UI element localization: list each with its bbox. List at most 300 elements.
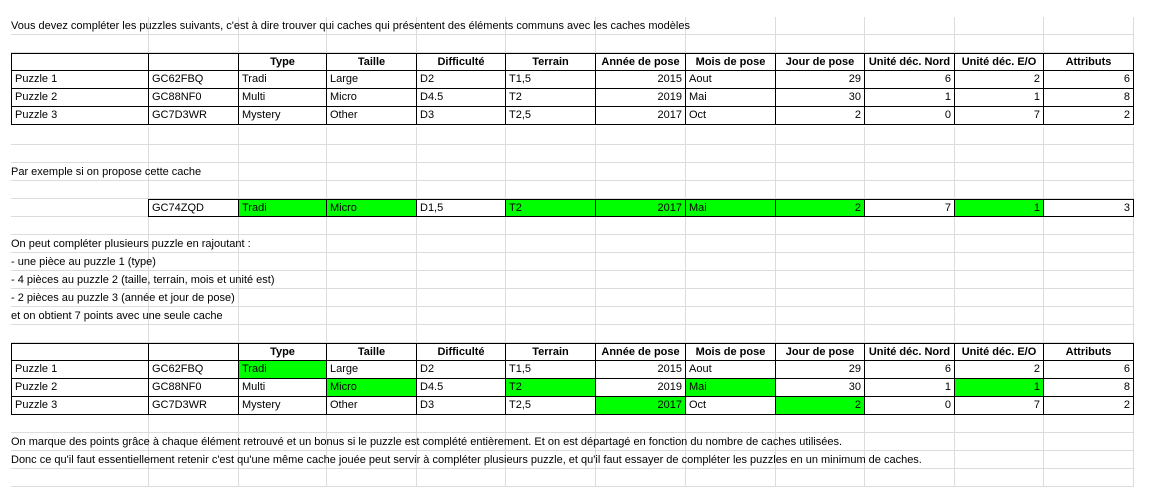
empty-cell[interactable] bbox=[11, 145, 149, 163]
empty-cell[interactable] bbox=[864, 17, 955, 35]
column-header-month[interactable]: Mois de pose bbox=[685, 343, 776, 361]
empty-cell[interactable] bbox=[775, 235, 865, 253]
cell-east-west[interactable]: 1 bbox=[954, 89, 1044, 107]
empty-cell[interactable] bbox=[416, 145, 506, 163]
cell-month[interactable]: Mai bbox=[685, 379, 776, 397]
cell-north[interactable]: 6 bbox=[864, 361, 955, 379]
empty-cell[interactable] bbox=[326, 307, 417, 325]
sheet-row bbox=[0, 415, 1150, 433]
column-header-day[interactable]: Jour de pose bbox=[775, 343, 865, 361]
empty-cell[interactable] bbox=[416, 163, 506, 181]
empty-cell[interactable] bbox=[595, 127, 686, 145]
empty-cell[interactable] bbox=[1043, 235, 1134, 253]
empty-cell[interactable] bbox=[775, 415, 865, 433]
empty-cell[interactable] bbox=[775, 325, 865, 343]
empty-cell[interactable] bbox=[864, 415, 955, 433]
empty-cell[interactable] bbox=[954, 271, 1044, 289]
empty-cell[interactable] bbox=[864, 217, 955, 235]
empty-cell[interactable] bbox=[595, 217, 686, 235]
column-header-east-west[interactable]: Unité déc. E/O bbox=[954, 53, 1044, 71]
empty-cell[interactable] bbox=[326, 217, 417, 235]
empty-cell[interactable] bbox=[954, 469, 1044, 487]
sheet-row bbox=[0, 53, 1150, 71]
sheet-row bbox=[0, 181, 1150, 199]
empty-cell[interactable] bbox=[326, 235, 417, 253]
cell-attributes[interactable]: 2 bbox=[1043, 397, 1134, 415]
cell-type[interactable]: Tradi bbox=[238, 361, 327, 379]
empty-cell[interactable] bbox=[1043, 217, 1134, 235]
cell-difficulty[interactable]: D4.5 bbox=[416, 379, 506, 397]
empty-cell[interactable] bbox=[505, 271, 596, 289]
empty-cell[interactable] bbox=[238, 145, 327, 163]
cell-code[interactable]: GC88NF0 bbox=[148, 379, 239, 397]
empty-cell[interactable] bbox=[326, 35, 417, 53]
cell-east-west[interactable]: 7 bbox=[954, 107, 1044, 125]
cell-month[interactable]: Aout bbox=[685, 361, 776, 379]
sheet-row bbox=[0, 145, 1150, 163]
empty-cell[interactable] bbox=[416, 35, 506, 53]
empty-cell[interactable] bbox=[416, 469, 506, 487]
sheet-row bbox=[0, 127, 1150, 145]
cell-day[interactable]: 30 bbox=[775, 379, 865, 397]
sheet-row bbox=[0, 89, 1150, 107]
empty-cell[interactable] bbox=[954, 17, 1044, 35]
empty-cell[interactable] bbox=[11, 469, 149, 487]
empty-cell[interactable] bbox=[595, 271, 686, 289]
example-attributes[interactable]: 3 bbox=[1043, 199, 1134, 217]
empty-cell[interactable] bbox=[505, 145, 596, 163]
cell-type[interactable]: Multi bbox=[238, 89, 327, 107]
empty-cell[interactable] bbox=[1043, 307, 1134, 325]
empty-cell[interactable] bbox=[416, 181, 506, 199]
empty-cell[interactable] bbox=[685, 325, 776, 343]
empty-cell[interactable] bbox=[326, 469, 417, 487]
empty-cell[interactable] bbox=[1043, 325, 1134, 343]
cell-terrain[interactable]: T2,5 bbox=[505, 397, 596, 415]
cell-type[interactable]: Mystery bbox=[238, 397, 327, 415]
cell-code[interactable]: GC62FBQ bbox=[148, 71, 239, 89]
column-header-code[interactable] bbox=[148, 343, 239, 361]
empty-cell[interactable] bbox=[864, 163, 955, 181]
cell-difficulty[interactable]: D2 bbox=[416, 71, 506, 89]
empty-cell[interactable] bbox=[148, 181, 239, 199]
example-year[interactable]: 2017 bbox=[595, 199, 686, 217]
column-header-terrain[interactable]: Terrain bbox=[505, 343, 596, 361]
empty-cell[interactable] bbox=[685, 235, 776, 253]
empty-cell[interactable] bbox=[238, 181, 327, 199]
cell-east-west[interactable]: 2 bbox=[954, 361, 1044, 379]
cell-month[interactable]: Mai bbox=[685, 89, 776, 107]
empty-cell[interactable] bbox=[954, 235, 1044, 253]
cell-code[interactable]: GC7D3WR bbox=[148, 107, 239, 125]
cell-size[interactable]: Micro bbox=[326, 89, 417, 107]
empty-cell[interactable] bbox=[505, 181, 596, 199]
empty-cell[interactable] bbox=[685, 289, 776, 307]
empty-cell[interactable] bbox=[1043, 17, 1134, 35]
column-header-month[interactable]: Mois de pose bbox=[685, 53, 776, 71]
column-header-size[interactable]: Taille bbox=[326, 53, 417, 71]
column-header-code[interactable] bbox=[148, 53, 239, 71]
cell-month[interactable]: Oct bbox=[685, 107, 776, 125]
empty-cell[interactable] bbox=[1043, 35, 1134, 53]
empty-cell[interactable] bbox=[685, 469, 776, 487]
example-day[interactable]: 2 bbox=[775, 199, 865, 217]
cell-puzzle[interactable]: Puzzle 2 bbox=[11, 379, 149, 397]
empty-cell[interactable] bbox=[326, 163, 417, 181]
empty-cell[interactable] bbox=[595, 163, 686, 181]
empty-cell[interactable] bbox=[595, 415, 686, 433]
empty-cell[interactable] bbox=[1043, 451, 1134, 469]
column-header-year[interactable]: Année de pose bbox=[595, 53, 686, 71]
empty-cell[interactable] bbox=[238, 35, 327, 53]
cell-code[interactable]: GC62FBQ bbox=[148, 361, 239, 379]
cell-type[interactable]: Mystery bbox=[238, 107, 327, 125]
empty-cell[interactable] bbox=[505, 235, 596, 253]
empty-cell[interactable] bbox=[685, 217, 776, 235]
cell-puzzle[interactable]: Puzzle 1 bbox=[11, 71, 149, 89]
empty-cell[interactable] bbox=[775, 145, 865, 163]
explanation-line: - 4 pièces au puzzle 2 (taille, terrain, mois et unité est) bbox=[11, 274, 275, 286]
cell-difficulty[interactable]: D3 bbox=[416, 107, 506, 125]
empty-cell[interactable] bbox=[775, 307, 865, 325]
empty-cell[interactable] bbox=[685, 145, 776, 163]
empty-cell[interactable] bbox=[416, 235, 506, 253]
empty-cell[interactable] bbox=[326, 253, 417, 271]
column-header-difficulty[interactable]: Difficulté bbox=[416, 343, 506, 361]
empty-cell[interactable] bbox=[238, 253, 327, 271]
empty-cell[interactable] bbox=[11, 325, 149, 343]
sheet-row bbox=[0, 325, 1150, 343]
empty-cell[interactable] bbox=[864, 289, 955, 307]
column-header-east-west[interactable]: Unité déc. E/O bbox=[954, 343, 1044, 361]
empty-cell[interactable] bbox=[416, 289, 506, 307]
column-header-north[interactable]: Unité déc. Nord bbox=[864, 343, 955, 361]
sheet-row bbox=[0, 361, 1150, 379]
cell-terrain[interactable]: T2 bbox=[505, 379, 596, 397]
empty-cell[interactable] bbox=[238, 325, 327, 343]
empty-cell[interactable] bbox=[505, 469, 596, 487]
cell-puzzle[interactable]: Puzzle 3 bbox=[11, 397, 149, 415]
cell-east-west[interactable]: 1 bbox=[954, 379, 1044, 397]
sheet-row bbox=[0, 217, 1150, 235]
cell-size[interactable]: Large bbox=[326, 71, 417, 89]
cell-puzzle[interactable]: Puzzle 3 bbox=[11, 107, 149, 125]
empty-cell[interactable] bbox=[775, 289, 865, 307]
cell-type[interactable]: Multi bbox=[238, 379, 327, 397]
empty-cell[interactable] bbox=[148, 253, 239, 271]
cell-attributes[interactable]: 8 bbox=[1043, 89, 1134, 107]
column-header-year[interactable]: Année de pose bbox=[595, 343, 686, 361]
example-north[interactable]: 7 bbox=[864, 199, 955, 217]
empty-cell[interactable] bbox=[505, 217, 596, 235]
empty-cell[interactable] bbox=[148, 325, 239, 343]
empty-cell[interactable] bbox=[864, 433, 955, 451]
empty-cell[interactable] bbox=[595, 289, 686, 307]
empty-cell[interactable] bbox=[595, 325, 686, 343]
cell-year[interactable]: 2017 bbox=[595, 107, 686, 125]
empty-cell[interactable] bbox=[1043, 181, 1134, 199]
column-header-size[interactable]: Taille bbox=[326, 343, 417, 361]
explanation-line: - 2 pièces au puzzle 3 (année et jour de pose) bbox=[11, 292, 235, 304]
empty-cell[interactable] bbox=[954, 127, 1044, 145]
explanation-line: - une pièce au puzzle 1 (type) bbox=[11, 256, 156, 268]
empty-cell[interactable] bbox=[775, 181, 865, 199]
empty-cell[interactable] bbox=[148, 415, 239, 433]
cell-day[interactable]: 29 bbox=[775, 361, 865, 379]
cell-puzzle[interactable]: Puzzle 1 bbox=[11, 361, 149, 379]
cell-terrain[interactable]: T1,5 bbox=[505, 361, 596, 379]
column-header-attributes[interactable]: Attributs bbox=[1043, 53, 1134, 71]
empty-cell[interactable] bbox=[148, 469, 239, 487]
empty-cell[interactable] bbox=[1043, 271, 1134, 289]
cell-day[interactable]: 2 bbox=[775, 397, 865, 415]
cell-year[interactable]: 2019 bbox=[595, 89, 686, 107]
cell-day[interactable]: 2 bbox=[775, 107, 865, 125]
empty-cell[interactable] bbox=[505, 127, 596, 145]
empty-cell[interactable] bbox=[1043, 415, 1134, 433]
cell-terrain[interactable]: T2,5 bbox=[505, 107, 596, 125]
column-header-difficulty[interactable]: Difficulté bbox=[416, 53, 506, 71]
example-month[interactable]: Mai bbox=[685, 199, 776, 217]
column-header-terrain[interactable]: Terrain bbox=[505, 53, 596, 71]
cell-terrain[interactable]: T1,5 bbox=[505, 71, 596, 89]
empty-cell[interactable] bbox=[954, 307, 1044, 325]
cell-code[interactable]: GC88NF0 bbox=[148, 89, 239, 107]
cell-day[interactable]: 29 bbox=[775, 71, 865, 89]
empty-cell[interactable] bbox=[505, 289, 596, 307]
empty-cell[interactable] bbox=[238, 415, 327, 433]
empty-cell[interactable] bbox=[864, 307, 955, 325]
cell-difficulty[interactable]: D3 bbox=[416, 397, 506, 415]
empty-cell[interactable] bbox=[775, 163, 865, 181]
empty-cell[interactable] bbox=[954, 35, 1044, 53]
empty-cell[interactable] bbox=[954, 451, 1044, 469]
empty-cell[interactable] bbox=[505, 325, 596, 343]
column-header-north[interactable]: Unité déc. Nord bbox=[864, 53, 955, 71]
empty-cell[interactable] bbox=[505, 35, 596, 53]
empty-cell[interactable] bbox=[775, 127, 865, 145]
empty-cell[interactable] bbox=[685, 35, 776, 53]
empty-cell[interactable] bbox=[954, 217, 1044, 235]
empty-cell[interactable] bbox=[11, 415, 149, 433]
empty-cell[interactable] bbox=[238, 217, 327, 235]
empty-cell[interactable] bbox=[864, 325, 955, 343]
empty-cell[interactable] bbox=[864, 235, 955, 253]
empty-cell[interactable] bbox=[1043, 145, 1134, 163]
empty-cell[interactable] bbox=[238, 127, 327, 145]
empty-cell[interactable] bbox=[148, 35, 239, 53]
empty-cell[interactable] bbox=[11, 217, 149, 235]
cell-north[interactable]: 0 bbox=[864, 397, 955, 415]
empty-cell[interactable] bbox=[148, 127, 239, 145]
empty-cell[interactable] bbox=[954, 163, 1044, 181]
cell-attributes[interactable]: 8 bbox=[1043, 379, 1134, 397]
empty-cell[interactable] bbox=[595, 35, 686, 53]
example-east-west[interactable]: 1 bbox=[954, 199, 1044, 217]
empty-cell[interactable] bbox=[505, 253, 596, 271]
empty-cell[interactable] bbox=[1043, 163, 1134, 181]
empty-cell[interactable] bbox=[595, 235, 686, 253]
empty-cell[interactable] bbox=[505, 415, 596, 433]
empty-cell[interactable] bbox=[595, 307, 686, 325]
empty-cell[interactable] bbox=[148, 145, 239, 163]
empty-cell[interactable] bbox=[685, 253, 776, 271]
empty-cell[interactable] bbox=[326, 325, 417, 343]
column-header-puzzle[interactable] bbox=[11, 53, 149, 71]
empty-cell[interactable] bbox=[416, 415, 506, 433]
cell-size[interactable]: Other bbox=[326, 397, 417, 415]
empty-cell[interactable] bbox=[595, 469, 686, 487]
sheet-row bbox=[0, 35, 1150, 53]
empty-cell[interactable] bbox=[416, 253, 506, 271]
sheet-row bbox=[0, 397, 1150, 415]
empty-cell[interactable] bbox=[416, 271, 506, 289]
sheet-row bbox=[0, 469, 1150, 487]
cell-east-west[interactable]: 7 bbox=[954, 397, 1044, 415]
cell-month[interactable]: Aout bbox=[685, 71, 776, 89]
empty-cell[interactable] bbox=[238, 235, 327, 253]
empty-cell[interactable] bbox=[685, 163, 776, 181]
explanation-line: et on obtient 7 points avec une seule cache bbox=[11, 310, 223, 322]
empty-cell[interactable] bbox=[864, 35, 955, 53]
cell-code[interactable]: GC7D3WR bbox=[148, 397, 239, 415]
sheet-row bbox=[0, 199, 1150, 217]
cell-day[interactable]: 30 bbox=[775, 89, 865, 107]
empty-cell[interactable] bbox=[238, 469, 327, 487]
cell-year[interactable]: 2017 bbox=[595, 397, 686, 415]
example-size[interactable]: Micro bbox=[326, 199, 417, 217]
empty-cell[interactable] bbox=[326, 415, 417, 433]
empty-cell[interactable] bbox=[11, 181, 149, 199]
sheet-row bbox=[0, 253, 1150, 271]
footer-line: On marque des points grâce à chaque élément retrouvé et un bonus si le puzzle est complété entièrement. Et on est départagé en fonction du nombre de caches utilisées. bbox=[11, 436, 842, 448]
cell-north[interactable]: 0 bbox=[864, 107, 955, 125]
empty-cell[interactable] bbox=[775, 35, 865, 53]
empty-cell[interactable] bbox=[148, 217, 239, 235]
empty-cell[interactable] bbox=[238, 163, 327, 181]
empty-cell[interactable] bbox=[326, 145, 417, 163]
column-header-attributes[interactable]: Attributs bbox=[1043, 343, 1134, 361]
empty-cell[interactable] bbox=[11, 127, 149, 145]
empty-cell[interactable] bbox=[595, 253, 686, 271]
empty-cell[interactable] bbox=[1043, 253, 1134, 271]
column-header-type[interactable]: Type bbox=[238, 343, 327, 361]
empty-cell[interactable] bbox=[685, 181, 776, 199]
empty-cell[interactable] bbox=[11, 35, 149, 53]
empty-cell[interactable] bbox=[416, 307, 506, 325]
empty-cell[interactable] bbox=[864, 253, 955, 271]
empty-cell[interactable] bbox=[685, 307, 776, 325]
sheet-row bbox=[0, 379, 1150, 397]
empty-cell[interactable] bbox=[238, 307, 327, 325]
example-difficulty[interactable]: D1,5 bbox=[416, 199, 506, 217]
cell-size[interactable]: Other bbox=[326, 107, 417, 125]
empty-cell[interactable] bbox=[685, 17, 776, 35]
example-code[interactable]: GC74ZQD bbox=[148, 199, 239, 217]
column-header-puzzle[interactable] bbox=[11, 343, 149, 361]
empty-cell[interactable] bbox=[864, 145, 955, 163]
cell-year[interactable]: 2015 bbox=[595, 361, 686, 379]
empty-cell[interactable] bbox=[775, 17, 865, 35]
empty-cell[interactable] bbox=[1043, 469, 1134, 487]
cell-year[interactable]: 2019 bbox=[595, 379, 686, 397]
empty-cell[interactable] bbox=[954, 433, 1044, 451]
cell-difficulty[interactable]: D4.5 bbox=[416, 89, 506, 107]
cell-type[interactable]: Tradi bbox=[238, 71, 327, 89]
empty-cell[interactable] bbox=[954, 289, 1044, 307]
footer-line: Donc ce qu'il faut essentiellement retenir c'est qu'une même cache jouée peut servir à compléter plusieurs puzzle, et qu'il faut essayer de compléter les puzzles en un minimum de caches. bbox=[11, 454, 922, 466]
empty-cell[interactable] bbox=[238, 289, 327, 307]
empty-cell[interactable] bbox=[864, 181, 955, 199]
cell-north[interactable]: 6 bbox=[864, 71, 955, 89]
cell-north[interactable]: 1 bbox=[864, 89, 955, 107]
empty-cell[interactable] bbox=[685, 415, 776, 433]
sheet-row bbox=[0, 107, 1150, 125]
empty-cell[interactable] bbox=[954, 325, 1044, 343]
explanation-line: On peut compléter plusieurs puzzle en rajoutant : bbox=[11, 238, 251, 250]
empty-cell[interactable] bbox=[326, 127, 417, 145]
cell-puzzle[interactable]: Puzzle 2 bbox=[11, 89, 149, 107]
example-terrain[interactable]: T2 bbox=[505, 199, 596, 217]
empty-cell[interactable] bbox=[954, 181, 1044, 199]
empty-cell[interactable] bbox=[954, 145, 1044, 163]
cell-attributes[interactable]: 6 bbox=[1043, 71, 1134, 89]
empty-cell[interactable] bbox=[326, 181, 417, 199]
empty-cell[interactable] bbox=[864, 469, 955, 487]
empty-cell[interactable] bbox=[775, 469, 865, 487]
empty-cell[interactable] bbox=[954, 415, 1044, 433]
sheet-row bbox=[0, 343, 1150, 361]
empty-cell[interactable] bbox=[1043, 127, 1134, 145]
sheet-row bbox=[0, 71, 1150, 89]
empty-cell[interactable] bbox=[505, 307, 596, 325]
empty-cell[interactable] bbox=[775, 217, 865, 235]
empty-cell[interactable] bbox=[416, 325, 506, 343]
cell-north[interactable]: 1 bbox=[864, 379, 955, 397]
empty-cell[interactable] bbox=[1043, 433, 1134, 451]
empty-cell[interactable] bbox=[326, 289, 417, 307]
empty-cell[interactable] bbox=[326, 271, 417, 289]
cell-difficulty[interactable]: D2 bbox=[416, 361, 506, 379]
empty-cell[interactable] bbox=[864, 127, 955, 145]
empty-cell[interactable] bbox=[685, 127, 776, 145]
empty-cell[interactable] bbox=[685, 271, 776, 289]
empty-cell[interactable] bbox=[416, 217, 506, 235]
intro-text: Vous devez compléter les puzzles suivants, c'est à dire trouver qui caches qui présentent des éléments communs avec les caches modèles bbox=[11, 20, 690, 32]
column-header-day[interactable]: Jour de pose bbox=[775, 53, 865, 71]
example-type[interactable]: Tradi bbox=[238, 199, 327, 217]
cell-size[interactable]: Large bbox=[326, 361, 417, 379]
empty-cell[interactable] bbox=[864, 271, 955, 289]
empty-cell[interactable] bbox=[416, 127, 506, 145]
cell-year[interactable]: 2015 bbox=[595, 71, 686, 89]
cell-month[interactable]: Oct bbox=[685, 397, 776, 415]
empty-cell[interactable] bbox=[775, 253, 865, 271]
cell-attributes[interactable]: 6 bbox=[1043, 361, 1134, 379]
empty-cell[interactable] bbox=[595, 181, 686, 199]
empty-cell[interactable] bbox=[1043, 289, 1134, 307]
column-header-type[interactable]: Type bbox=[238, 53, 327, 71]
example-label: Par exemple si on propose cette cache bbox=[11, 166, 202, 178]
cell-size[interactable]: Micro bbox=[326, 379, 417, 397]
cell-attributes[interactable]: 2 bbox=[1043, 107, 1134, 125]
cell-terrain[interactable]: T2 bbox=[505, 89, 596, 107]
cell-east-west[interactable]: 2 bbox=[954, 71, 1044, 89]
empty-cell[interactable] bbox=[775, 271, 865, 289]
empty-cell[interactable] bbox=[505, 163, 596, 181]
empty-cell[interactable] bbox=[954, 253, 1044, 271]
empty-cell[interactable] bbox=[595, 145, 686, 163]
